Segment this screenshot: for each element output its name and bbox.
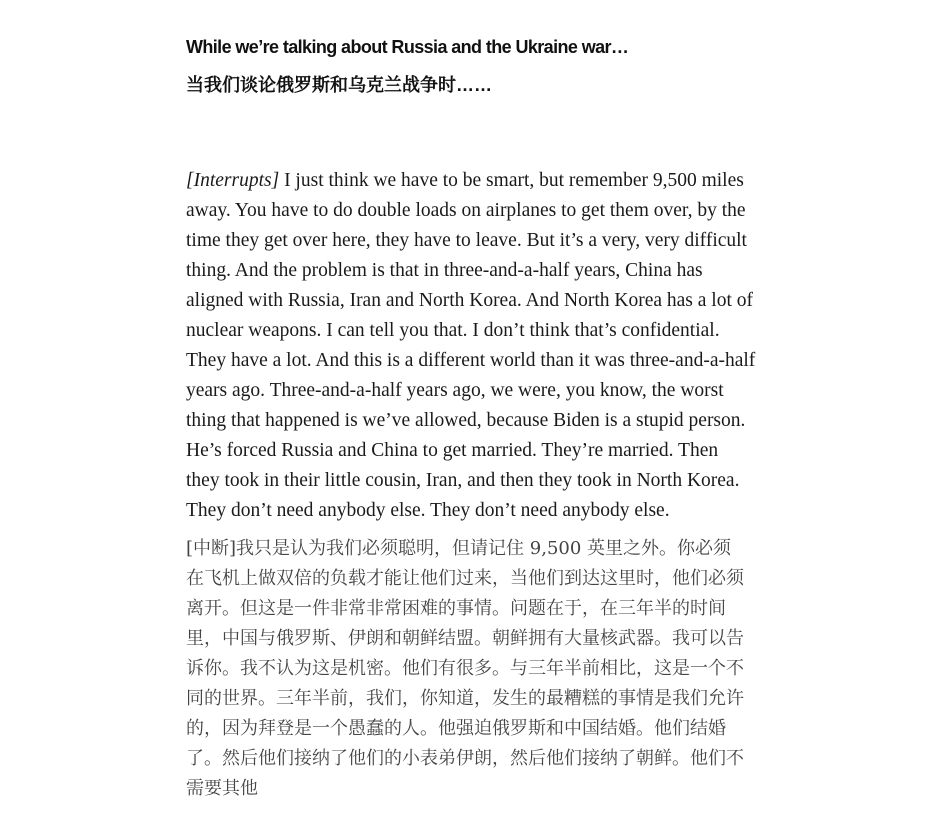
article-body — [186, 33, 762, 804]
stage-direction: [Interrupts] — [186, 170, 280, 191]
transcript-text-english: I just think we have to be smart, but remember 9,500 miles away. You have to do double loads on airplanes to get them over, by the time they get over here, they have to leave. But it’s a very, very difficult thing. And the problem is that in three-and-a-half years, China has aligned with Russia, Iran and North Korea. And North Korea has a lot of nuclear weapons. I can tell you that. I don’t think that’s confidential. They have a lot. And this is a different world than it was three-and-a-half years ago. Three-and-a-half years ago, we were, you know, the worst thing that happened is we’ve allowed, because Biden is a stupid person. He’s forced Russia and China to get married. They’re married. Then they took in their little cousin, Iran, and then they took in North Korea. They don’t need anybody else. They don’t need anybody else. — [186, 170, 756, 521]
section-heading-chinese: 当我们谈论俄罗斯和乌克兰战争时…… — [186, 75, 492, 95]
section-heading-english: While we’re talking about Russia and the Ukraine war… — [186, 37, 629, 57]
transcript-paragraph-english — [186, 166, 756, 526]
transcript-paragraph-chinese: [中断]我只是认为我们必须聪明，但请记住 9,500 英里之外。你必须在飞机上做双倍的负载才能让他们过来，当他们到达这里时，他们必须离开。但这是一件非常非常困难的事情。问题在于，在三年半的时间里，中国与俄罗斯、伊朗和朝鲜结盟。朝鲜拥有大量核武器。我可以告诉你。我不认为这是机密。他们有很多。与三年半前相比，这是一个不同的世界。三年半前，我们，你知道，发生的最糟糕的事情是我们允许的，因为拜登是一个愚蠢的人。他强迫俄罗斯和中国结婚。他们结婚了。然后他们接纳了他们的小表弟伊朗，然后他们接纳了朝鲜。他们不需要其他 — [186, 538, 744, 799]
